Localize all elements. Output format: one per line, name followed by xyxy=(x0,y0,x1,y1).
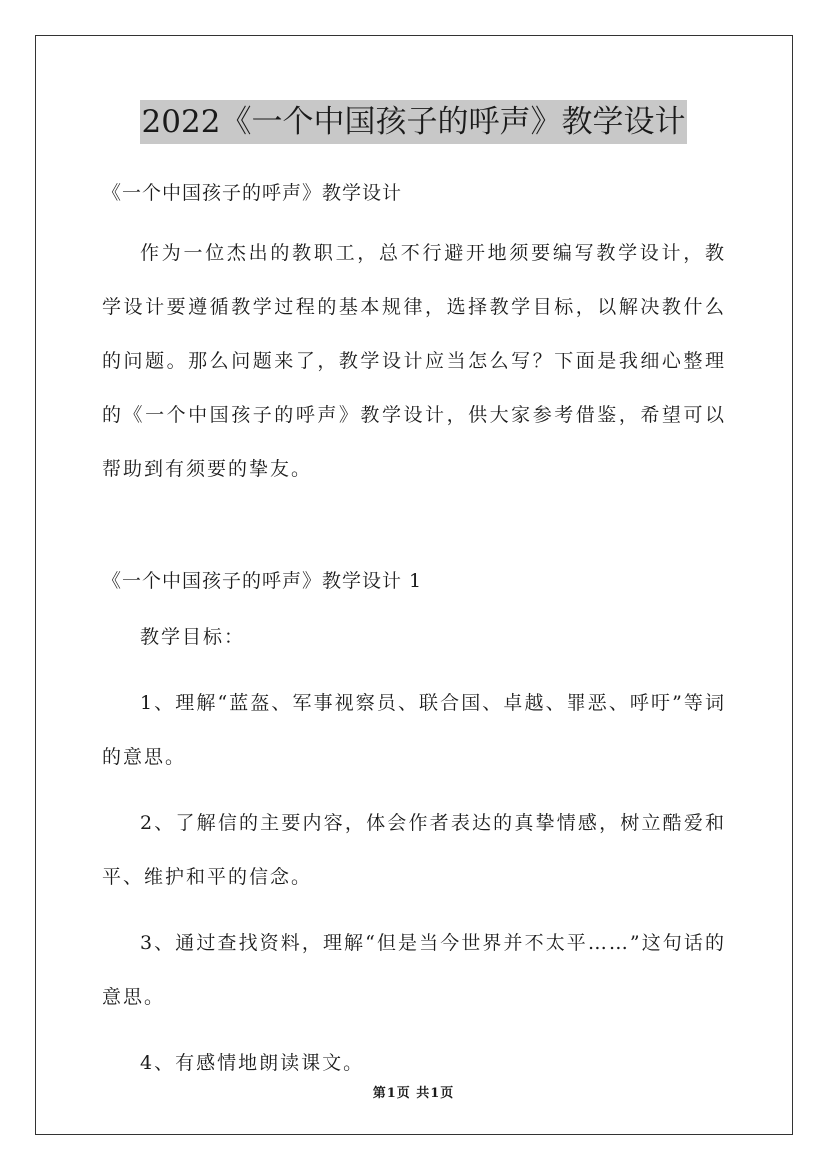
section-title: 《一个中国孩子的呼声》教学设计 1 xyxy=(102,570,423,592)
goal-item: 3、通过查找资料，理解“但是当今世界并不太平……”这句话的意思。 xyxy=(102,932,726,1008)
document-body xyxy=(102,170,726,1102)
intro-paragraph: 作为一位杰出的教职工，总不行避开地须要编写教学设计，教学设计要遵循教学过程的基本规律，选择教学目标，以解决教什么的问题。那么问题来了，教学设计应当怎么写？下面是我细心整理的《一个中国孩子的呼声》教学设计，供大家参考借鉴，希望可以帮助到有须要的挚友。 xyxy=(102,242,726,480)
goal-item: 2、了解信的主要内容，体会作者表达的真挚情感，树立酷爱和平、维护和平的信念。 xyxy=(102,812,726,888)
goal-item: 1、理解“蓝盔、军事视察员、联合国、卓越、罪恶、呼吁”等词的意思。 xyxy=(102,692,726,768)
spacer xyxy=(102,496,726,558)
goals-list xyxy=(102,610,726,1090)
page-footer xyxy=(0,1082,827,1101)
document-subtitle: 《一个中国孩子的呼声》教学设计 xyxy=(102,182,403,204)
title-container xyxy=(0,100,827,144)
document-title: 2022《一个中国孩子的呼声》教学设计 xyxy=(140,100,688,144)
goals-heading: 教学目标： xyxy=(140,626,246,648)
goal-item: 4、有感情地朗读课文。 xyxy=(140,1052,365,1074)
page-number: 第1页 共1页 xyxy=(372,1086,455,1101)
